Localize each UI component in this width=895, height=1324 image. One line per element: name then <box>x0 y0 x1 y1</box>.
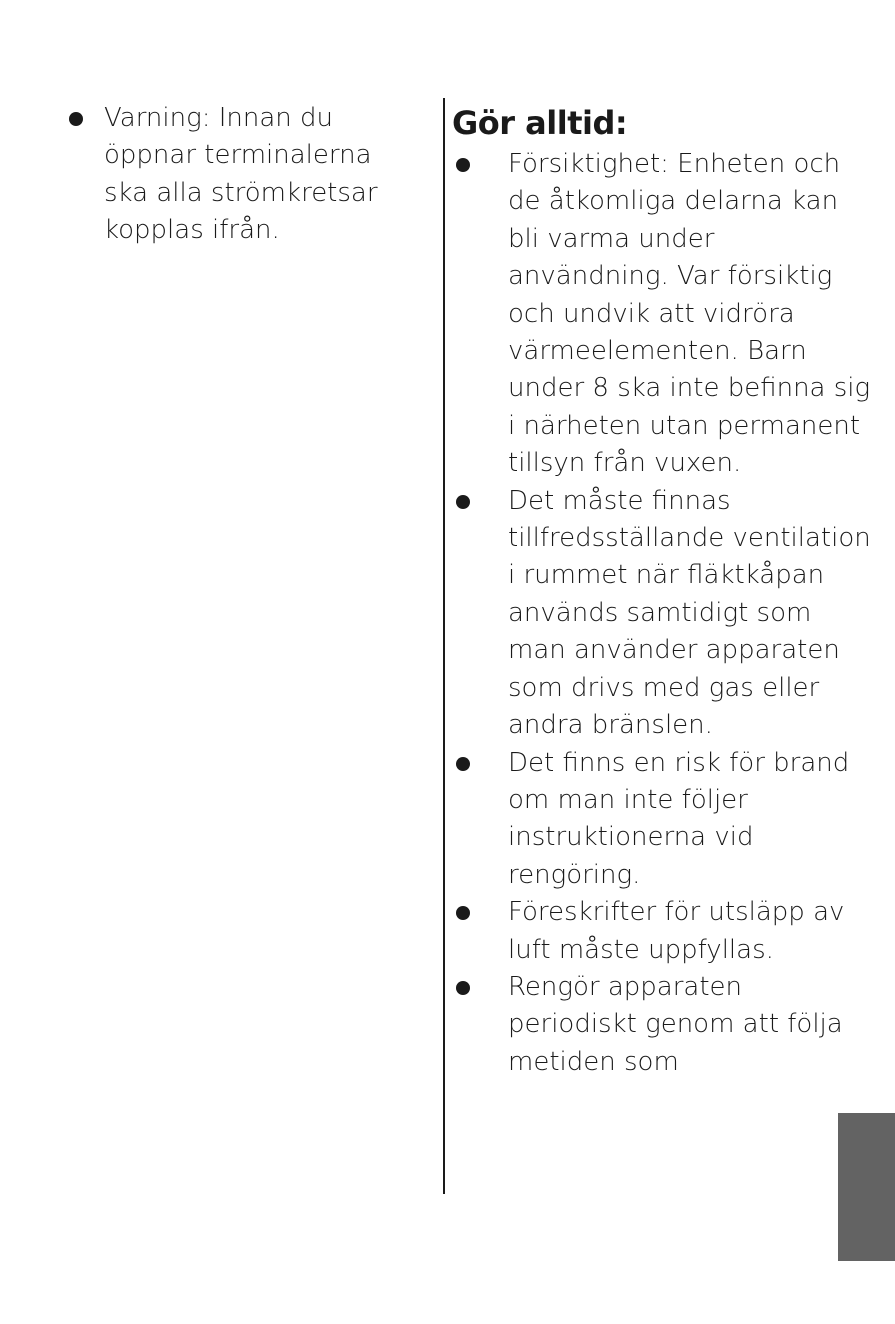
right-bullet-list <box>452 146 872 1081</box>
list-item <box>452 745 872 895</box>
bullet-icon <box>456 981 470 995</box>
list-item <box>58 100 408 250</box>
page-side-tab <box>838 1113 895 1261</box>
left-bullet-list <box>58 100 408 250</box>
list-item-text: Rengör apparaten periodiskt genom att följa metiden som <box>508 971 843 1077</box>
list-item <box>452 483 872 745</box>
list-item-text: Föreskrifter för utsläpp av luft måste uppfyllas. <box>508 897 845 965</box>
list-item-text: Det finns en risk för brand om man inte följer instruktionerna vid rengöring. <box>508 747 850 890</box>
bullet-icon <box>456 906 470 920</box>
list-item <box>452 146 872 483</box>
column-divider <box>443 98 445 1194</box>
bullet-icon <box>456 757 470 771</box>
list-item-text: Det måste finnas tillfredsställande ventilation i rummet när fläktkåpan används samtidigt som man använder apparaten som drivs med gas eller andra bränslen. <box>508 485 871 741</box>
list-item <box>452 894 872 969</box>
list-item <box>452 969 872 1081</box>
list-item-text: Varning: Innan du öppnar terminalerna ska alla strömkretsar kopplas ifrån. <box>104 103 378 246</box>
bullet-icon <box>69 112 83 126</box>
section-heading: Gör alltid: <box>452 104 628 142</box>
left-column <box>58 100 408 250</box>
bullet-icon <box>456 495 470 509</box>
right-column <box>452 100 872 1081</box>
bullet-icon <box>456 158 470 172</box>
list-item-text: Försiktighet: Enheten och de åtkomliga delarna kan bli varma under användning. Var försiktig och undvik att vidröra värmeelementen. Barn under 8 ska inte befinna sig i närheten utan permanent tillsyn från vuxen. <box>508 149 871 479</box>
